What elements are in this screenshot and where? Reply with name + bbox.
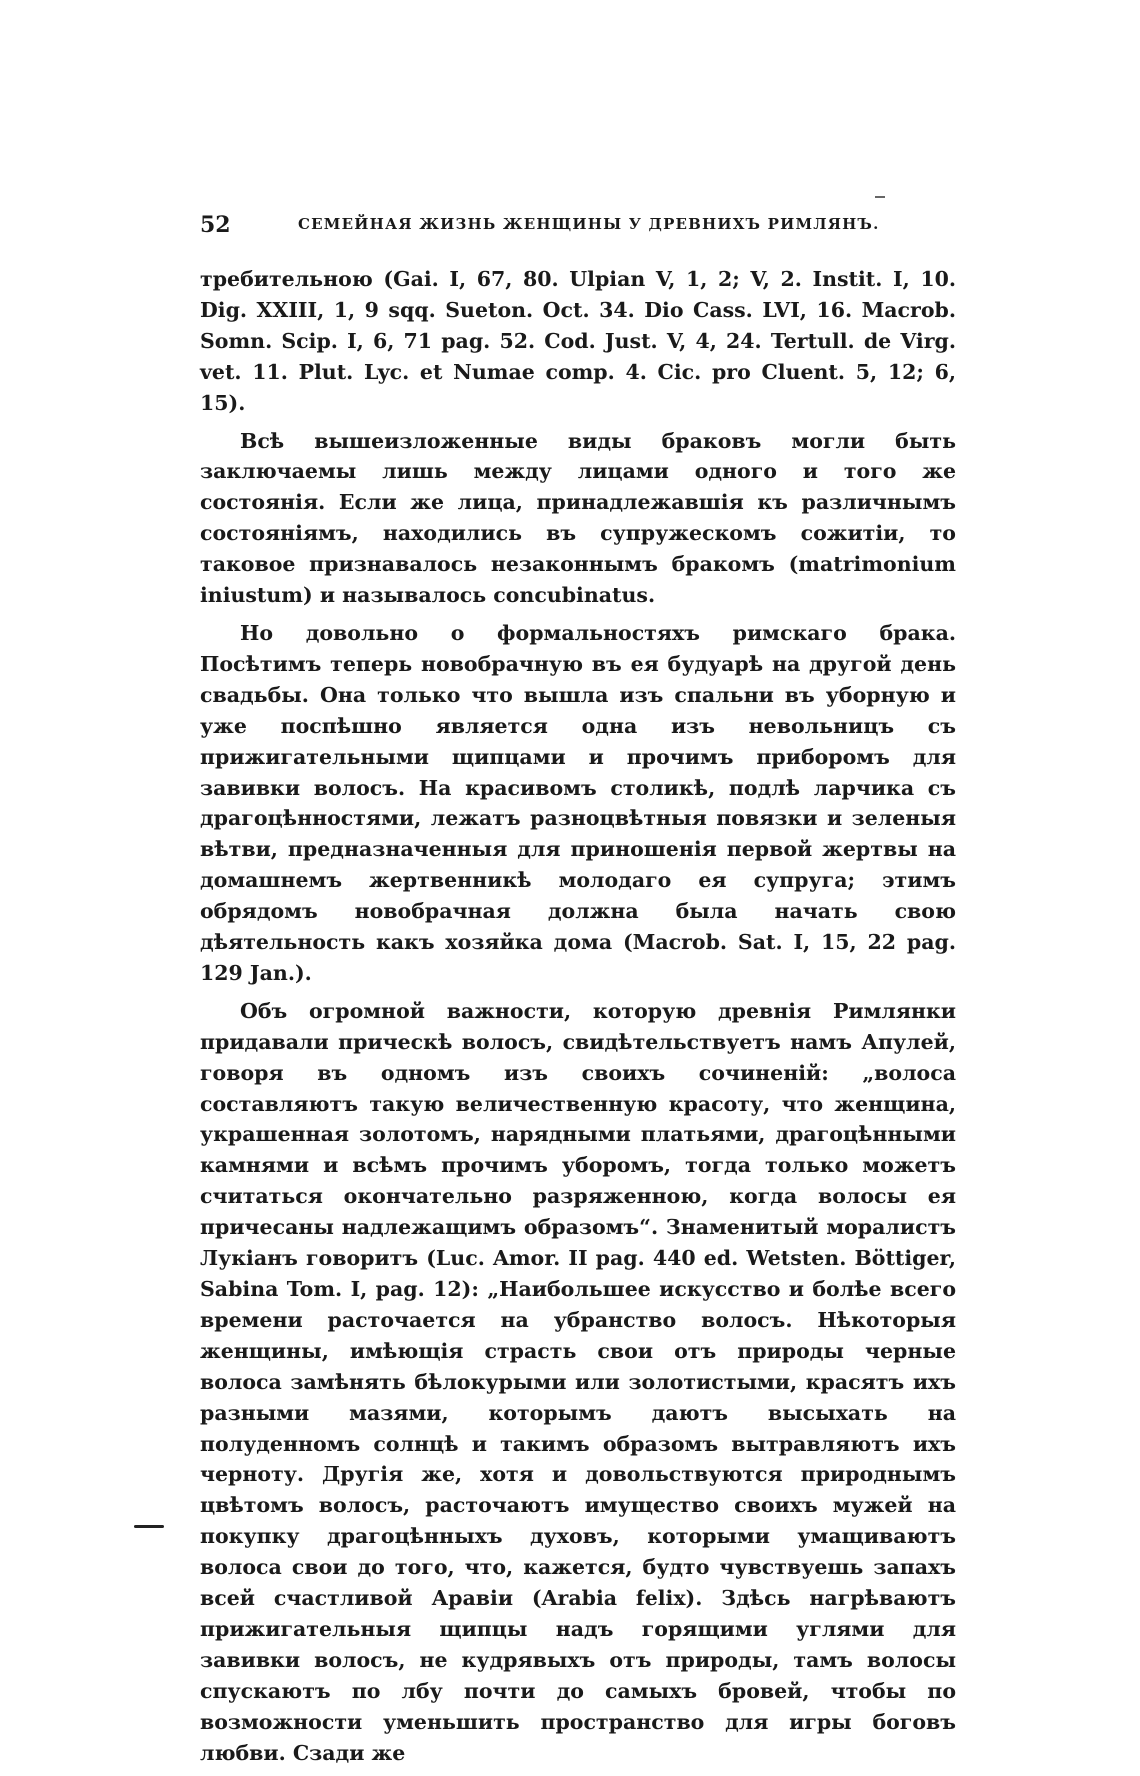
scan-mark [134,1525,164,1528]
paragraph-continued: требительною (Gai. I, 67, 80. Ulpian V, 1, 2; V, 2. Instit. I, 10. Dig. XXIII, 1, 9 sqq. Sueton. Oct. 34. Dio Cass. LVI, 16. Macrob. Somn. Scip. I, 6, 71 pag. 52. Cod. Just. V, 4, 24. Tertull. de Virg. vet. 11. Plut. Lyc. et Numae comp. 4. Cic. pro Cluent. 5, 12; 6, 15). [200,267,956,415]
page-header [200,212,960,242]
body-text [200,264,956,1776]
paragraph: Объ огромной важности, которую древнія Римлянки придавали прическѣ волосъ, свидѣтельствуетъ намъ Апулей, говоря въ одномъ изъ своихъ сочиненій: „волоса составляютъ такую величественную красоту, что женщина, украшенная золотомъ, нарядными платьями, драгоцѣнными камнями и всѣмъ прочимъ уборомъ, тогда только можетъ считаться окончательно разряженною, когда волосы ея причесаны надлежащимъ образомъ“. Знаменитый моралистъ Лукіанъ говоритъ (Luc. Amor. II pag. 440 ed. Wetsten. Böttiger, Sabina Tom. I, pag. 12): „Наибольшее искусство и болѣе всего времени расточается на убранство волосъ. Нѣкоторыя женщины, имѣющія страсть свои отъ природы черные волоса замѣнять бѣлокурыми или золотистыми, красятъ ихъ разными мазями, которымъ даютъ высыхать на полуденномъ солнцѣ и такимъ образомъ вытравляютъ ихъ черноту. Другія же, хотя и довольствуются природнымъ цвѣтомъ волосъ, расточаютъ имущество своихъ мужей на покупку драгоцѣнныхъ духовъ, которыми умащиваютъ волоса свои до того, что, кажется, будто чувствуешь запахъ всей счастливой Аравіи (Arabia felix). Здѣсь нагрѣваютъ прижигательныя щипцы надъ горящими углями для завивки волосъ, не кудрявыхъ отъ природы, тамъ волосы спускаютъ по лбу почти до самыхъ бровей, чтобы по возможности уменьшить пространство для игры боговъ любви. Сзади же [200,998,956,1765]
running-title: СЕМЕЙНАЯ ЖИЗНЬ ЖЕНЩИНЫ У ДРЕВНИХЪ РИМЛЯНЪ. [298,215,880,233]
paragraph: Всѣ вышеизложенные виды браковъ могли быть заключаемы лишь между лицами одного и того же состоянія. Если же лица, принадлежавшія къ различнымъ состояніямъ, находились въ супружескомъ сожитіи, то таковое признавалось незаконнымъ бракомъ (matrimonium iniustum) и называлось concubinatus. [200,428,956,608]
paragraph: Но довольно о формальностяхъ римскаго брака. Посѣтимъ теперь новобрачную въ ея будуарѣ на другой день свадьбы. Она только что вышла изъ спальни въ уборную и уже поспѣшно является одна изъ невольницъ съ прижигательными щипцами и прочимъ приборомъ для завивки волосъ. На красивомъ столикѣ, подлѣ ларчика съ драгоцѣнностями, лежатъ разноцвѣтныя повязки и зеленыя вѣтви, предназначенныя для приношенія первой жертвы на домашнемъ жертвенникѣ молодаго ея супруга; этимъ обрядомъ новобрачная должна была начать свою дѣятельность какъ хозяйка дома (Macrob. Sat. I, 15, 22 pag. 129 Jan.). [200,620,956,985]
page-number: 52 [200,212,231,238]
scan-mark [875,196,885,198]
